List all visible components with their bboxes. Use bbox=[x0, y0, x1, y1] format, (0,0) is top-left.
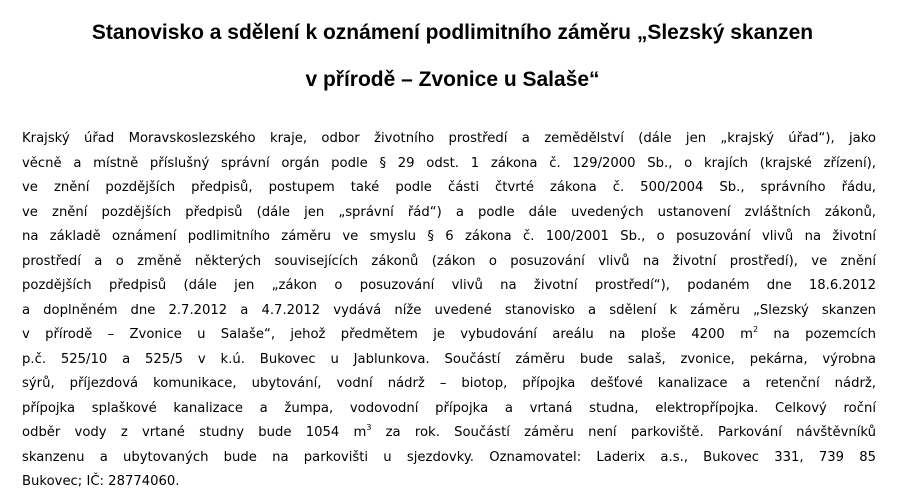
document-paragraph bbox=[22, 127, 876, 495]
line-13-text-a: odběr vody z vrtané studny bude 1054 m bbox=[22, 425, 367, 440]
paragraph-line-7: pozdějších předpisů (dále jen „zákon o posuzování vlivů na životní prostředí“), podaném dne 18.6.2012 bbox=[22, 278, 876, 293]
document-title-line-2: v přírodě – Zvonice u Salaše“ bbox=[305, 68, 600, 91]
paragraph-line-15: Bukovec; IČ: 28774060. bbox=[22, 474, 180, 489]
area-unit-superscript: 2 bbox=[752, 324, 759, 334]
paragraph-line-14: skanzenu a ubytovaných bude na parkovišti u sjezdovky. Oznamovatel: Laderix a.s., Bukovec 331, 739 85 bbox=[22, 449, 876, 465]
paragraph-line-1: Krajský úřad Moravskoslezského kraje, odbor životního prostředí a zemědělství (dále jen „krajský úřad“), jako bbox=[22, 131, 876, 146]
paragraph-line-9 bbox=[22, 323, 876, 348]
line-13-text-b: za rok. Součástí záměru není parkoviště. Parkování návštěvníků bbox=[371, 425, 876, 440]
paragraph-line-3: ve znění pozdějších předpisů, postupem také podle části čtvrté zákona č. 500/2004 Sb., správního řádu, bbox=[22, 180, 876, 195]
document-title-line-1: Stanovisko a sdělení k oznámení podlimitního záměru „Slezský skanzen bbox=[91, 21, 814, 44]
paragraph-line-5: na základě oznámení podlimitního záměru ve smyslu § 6 zákona č. 100/2001 Sb., o posuzování vlivů na životní bbox=[22, 229, 876, 244]
paragraph-line-4: ve znění pozdějších předpisů (dále jen „správní řád“) a podle dále uvedených ustanovení zvláštních zákonů, bbox=[22, 204, 876, 220]
paragraph-line-10: p.č. 525/10 a 525/5 v k.ú. Bukovec u Jablunkova. Součástí záměru bude salaš, zvonice, pekárna, výrobna bbox=[22, 351, 876, 367]
line-9-text-a: v přírodě – Zvonice u Salaše“, jehož předmětem je vybudování areálu na ploše 4200 m bbox=[22, 327, 753, 342]
paragraph-line-12: přípojka splaškové kanalizace a žumpa, vodovodní přípojka a vrtaná studna, elektropřípojka. Celkový roční bbox=[22, 400, 876, 416]
paragraph-line-8: a doplněném dne 2.7.2012 a 4.7.2012 vydává níže uvedené stanovisko a sdělení k záměru „Slezský skanzen bbox=[22, 302, 876, 318]
volume-unit-superscript: 3 bbox=[366, 422, 372, 432]
paragraph-line-6: prostředí a o změně některých souvisejících zákonů (zákon o posuzování vlivů na životní prostředí), ve znění bbox=[22, 253, 876, 269]
paragraph-line-11: sýrů, příjezdová komunikace, ubytování, vodní nádrž – biotop, přípojka dešťové kanalizace a retenční nádrž, bbox=[22, 376, 876, 391]
paragraph-line-2: věcně a místně příslušný správní orgán podle § 29 odst. 1 zákona č. 129/2000 Sb., o krajích (krajské zřízení), bbox=[22, 155, 876, 171]
line-9-text-b: na pozemcích bbox=[758, 327, 876, 342]
paragraph-line-13 bbox=[22, 421, 876, 446]
